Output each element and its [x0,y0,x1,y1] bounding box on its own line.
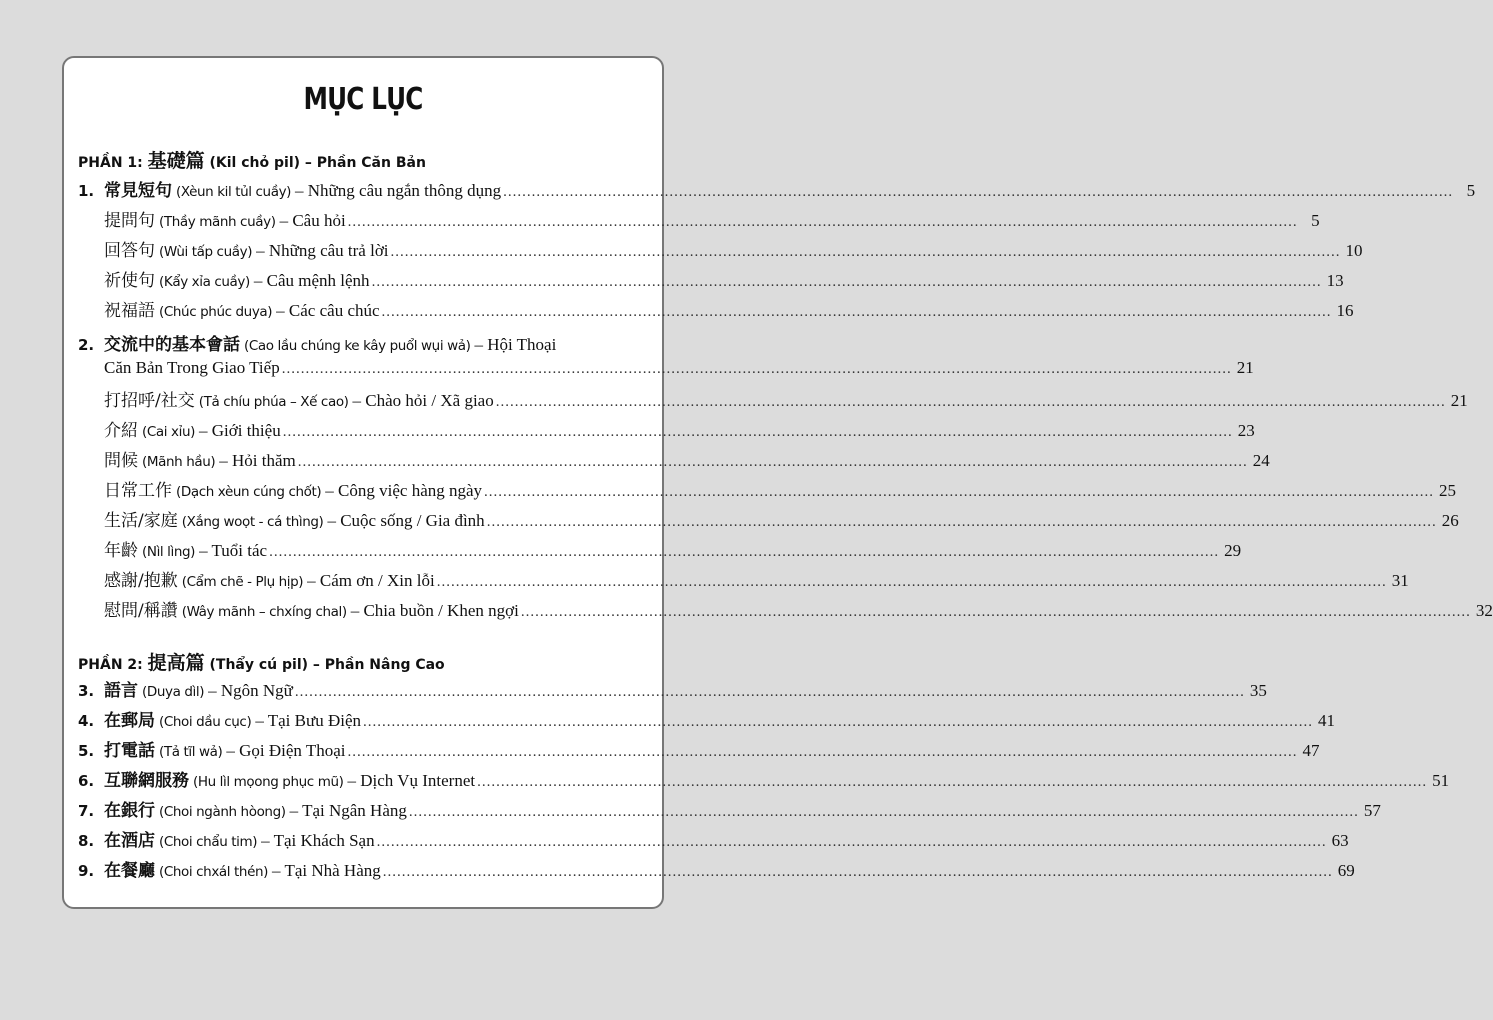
entry-vietnamese: – Công việc hàng ngày [325,481,483,500]
entry-number: 1. [78,182,95,200]
toc-entry[interactable] [78,296,1354,321]
page-title: MỤC LỤC [303,82,423,117]
entry-vietnamese: – Những câu ngắn thông dụng [295,181,502,200]
entry-vietnamese: – Tại Ngân Hàng [289,801,407,820]
entry-vietnamese: – Hỏi thăm [219,451,296,470]
page-number: 32 [1475,601,1493,620]
toc-entry[interactable] [78,358,1254,382]
toc-entry[interactable] [78,826,1349,851]
entry-romanization: (Choi dầu cục) [159,714,252,730]
page-number: 31 [1391,571,1409,590]
entry-chinese: 在銀行 [104,801,155,821]
entry-chinese: 在郵局 [104,711,155,731]
entry-vietnamese: – Giới thiệu [198,421,281,440]
dot-leader: ........................................................................................................................................................................................................ [269,544,1220,560]
entry-chinese: 生活/家庭 [104,511,178,531]
dot-leader: ........................................................................................................................................................................................................ [363,714,1314,730]
entry-romanization: (Chúc phúc duya) [159,304,273,320]
page-number: 25 [1439,481,1457,500]
toc-entry[interactable] [78,386,1468,411]
dot-leader: ........................................................................................................................................................................................................ [486,514,1437,530]
page-number: 63 [1331,831,1349,850]
entry-vietnamese: – Chào hỏi / Xã giao [352,391,494,410]
dot-leader: ........................................................................................................................................................................................................ [381,304,1332,320]
entry-romanization: (Thầy mãnh cuầy) [159,214,276,230]
entry-vietnamese: – Tuổi tác [199,541,268,560]
page-number: 41 [1318,711,1336,730]
page-number: 21 [1236,358,1254,377]
entry-chinese: 問候 [104,451,138,471]
entry-romanization: (Cẩm chẽ - Plụ hịp) [181,574,304,590]
page-number: 24 [1252,451,1270,470]
entry-chinese: 常見短句 [104,181,172,201]
toc-entry[interactable] [78,736,1320,761]
entry-chinese: 年齡 [104,541,138,561]
entry-vietnamese: – Câu mệnh lệnh [253,271,370,290]
toc-entry[interactable] [78,476,1457,501]
dot-leader: ........................................................................................................................................................................................................ [281,361,1232,377]
page-number: 57 [1363,801,1381,820]
entry-vietnamese: – Tại Bưu Điện [255,711,362,730]
toc-entry[interactable] [78,856,1355,881]
entry-romanization: (Nìl lìng) [142,544,196,560]
entry-number: 3. [78,682,95,700]
entry-romanization: (Choi chẩu tim) [159,834,258,850]
dot-leader: ........................................................................................................................................................................................................ [382,864,1333,880]
page-number: 21 [1450,391,1468,410]
entry-vietnamese: – Các câu chúc [276,301,380,320]
dot-leader: ........................................................................................................................................................................................................ [390,244,1341,260]
page-number: 23 [1237,421,1255,440]
entry-romanization: (Mãnh hầu) [142,454,216,470]
entry-vietnamese: – Ngôn Ngữ [208,681,293,700]
entry-vietnamese: Căn Bản Trong Giao Tiếp [104,358,280,377]
toc-entry[interactable] [78,796,1381,821]
entry-number: 7. [78,802,95,820]
entry-chinese: 祈使句 [104,271,155,291]
entry-chinese: 語言 [104,681,138,701]
toc-entry[interactable] [78,206,1320,231]
entry-vietnamese: – Câu hỏi [279,211,346,230]
entry-chinese: 打招呼/社交 [104,391,195,411]
toc-entry[interactable] [78,176,1476,201]
entry-vietnamese: – Cuộc sống / Gia đình [327,511,485,530]
entry-romanization: (Wùi tấp cuầy) [159,244,253,260]
dot-leader: ........................................................................................................................................................................................................ [520,604,1471,620]
dot-leader: ........................................................................................................................................................................................................ [495,394,1446,410]
entry-chinese: 介紹 [104,421,138,441]
entry-romanization: (Cao lầu chúng ke kây puổl wụi wả) [244,338,471,354]
toc-entry[interactable] [78,446,1270,471]
dot-leader: ........................................................................................................................................................................................................ [477,774,1428,790]
entry-romanization: (Wây mãnh – chxíng chal) [181,604,347,620]
entry-chinese: 打電話 [104,741,155,761]
entry-romanization: (Choi ngành hòong) [159,804,286,820]
toc-entry[interactable] [78,566,1409,591]
dot-leader: ........................................................................................................................................................................................................ [376,834,1327,850]
entry-romanization: (Tả chíu phúa – Xế cao) [198,394,349,410]
entry-number: 2. [78,336,95,354]
entry-chinese: 回答句 [104,241,155,261]
entry-number: 9. [78,862,95,880]
entry-romanization: (Tả tĩl wả) [159,744,223,760]
page-number: 10 [1345,241,1363,260]
dot-leader: ........................................................................................................................................................................................................ [371,274,1322,290]
page-number: 29 [1224,541,1242,560]
entry-vietnamese: – Gọi Điện Thoại [226,741,346,760]
entry-vietnamese: – Chia buồn / Khen ngợi [350,601,519,620]
entry-chinese: 在餐廳 [104,861,155,881]
entry-chinese: 日常工作 [104,481,172,501]
dot-leader: ........................................................................................................................................................................................................ [503,184,1454,200]
dot-leader: ........................................................................................................................................................................................................ [294,684,1245,700]
page-number: 47 [1302,741,1320,760]
entry-chinese: 感謝/抱歉 [104,571,178,591]
entry-number: 6. [78,772,95,790]
entry-romanization: (Duya dìl) [142,684,205,700]
entry-vietnamese: – Hội Thoại [474,335,557,354]
entry-chinese: 交流中的基本會話 [104,335,240,355]
page-number: 5 [1311,211,1320,230]
toc-entry[interactable] [78,706,1336,731]
page-number: 26 [1441,511,1459,530]
dot-leader: ........................................................................................................................................................................................................ [282,424,1233,440]
entry-vietnamese: – Tại Nhà Hàng [272,861,381,880]
entry-romanization: (Cai xỉu) [142,424,195,440]
dot-leader: ........................................................................................................................................................................................................ [436,574,1387,590]
page-number: 51 [1432,771,1450,790]
entry-romanization: (Hu lìl mọong phục mũ) [193,774,344,790]
page-number: 5 [1466,181,1476,200]
toc-entry[interactable] [78,506,1459,531]
toc-entry[interactable] [78,536,1242,561]
entry-romanization: (Xắng woọt - cá thìng) [181,514,324,530]
page-number: 16 [1336,301,1354,320]
entry-number: 5. [78,742,95,760]
entry-vietnamese: – Tại Khách Sạn [261,831,375,850]
part-1-heading: PHẦN 1: 基礎篇 (Kil chỏ pil) – Phần Căn Bản [78,150,426,172]
entry-vietnamese: – Cám ơn / Xin lỗi [307,571,435,590]
dot-leader: ........................................................................................................................................................................................................ [484,484,1435,500]
entry-romanization: (Dạch xèun cúng chốt) [176,484,322,500]
dot-leader: ........................................................................................................................................................................................................ [408,804,1359,820]
toc-entry[interactable] [78,596,1493,621]
part-2-heading: PHẦN 2: 提高篇 (Thẩy cú pil) – Phần Nâng Cao [78,652,445,674]
dot-leader: ........................................................................................................................................................................................................ [347,744,1298,760]
page-number: 69 [1337,861,1355,880]
entry-romanization: (Choi chxál thén) [159,864,269,880]
toc-entry[interactable] [78,330,650,354]
entry-chinese: 在酒店 [104,831,155,851]
toc-entry[interactable] [78,766,1450,791]
entry-chinese: 互聯網服務 [104,771,189,791]
dot-leader: ........................................................................................................................................................................................................ [347,214,1298,230]
entry-chinese: 祝福語 [104,301,155,321]
entry-number: 8. [78,832,95,850]
toc-entry[interactable] [78,236,1363,261]
page-number: 13 [1326,271,1344,290]
entry-number: 4. [78,712,95,730]
toc-card [62,56,1493,909]
entry-chinese: 提問句 [104,211,155,231]
entry-vietnamese: – Những câu trả lời [256,241,389,260]
toc-entry[interactable] [78,416,1255,441]
page-number: 35 [1249,681,1267,700]
entry-romanization: (Xèun kil tủl cuầy) [176,184,292,200]
dot-leader: ........................................................................................................................................................................................................ [297,454,1248,470]
entry-chinese: 慰問/稱讚 [104,601,178,621]
entry-vietnamese: – Dịch Vụ Internet [347,771,476,790]
entry-romanization: (Kẩy xỉa cuầy) [159,274,250,290]
toc-entry[interactable] [78,266,1344,291]
toc-entry[interactable] [78,676,1267,701]
